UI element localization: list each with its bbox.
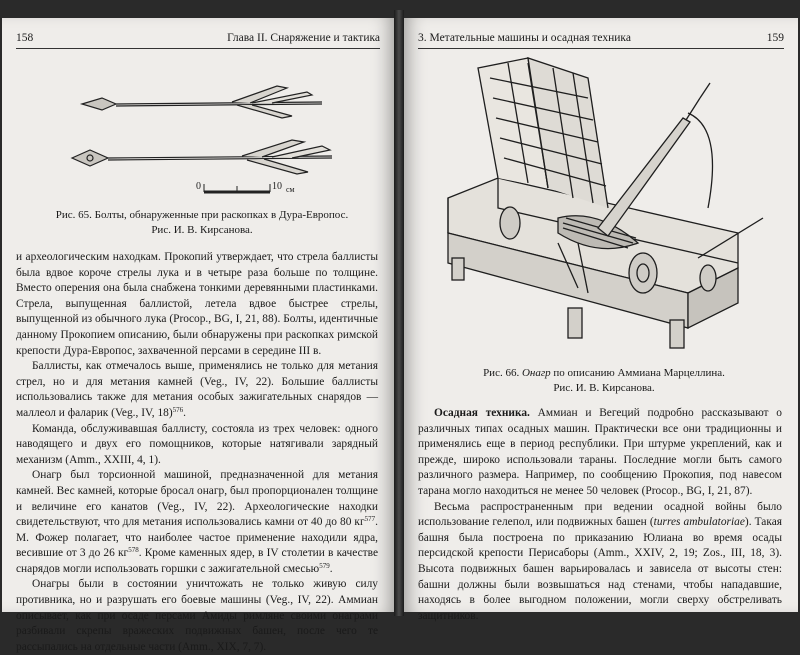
paragraph: Онагр был торсионной машиной, предназначенной для метания камней. Вес камней, которые бросал онагр, был пропорционален толщине и величине его канатов (Veg., IV, 22). Археологические находки свидетельствуют, что для метания использовались камни от 40 до 80 $кг^{577}$. М. Фожер полагает, что наиболее частое применение находили ядра, весившие от 3 до 26 $кг^{578}$. Кроме каменных ядер, в IV столетии в качестве снарядов могли использовать горшки с зажигательной смесью$^{579}$. xyxy=(16,469,378,575)
caption-line: Рис. И. В. Кирсанова. xyxy=(151,224,253,236)
left-page-header xyxy=(16,30,380,49)
scale-label-unit: см xyxy=(286,185,295,194)
running-title-right: 3. Метательные машины и осадная техника xyxy=(418,32,631,44)
right-page-header xyxy=(418,30,784,49)
left-body-text xyxy=(16,250,378,655)
caption-line: Рис. 66. Онагр по описанию Аммиана Марцеллина. xyxy=(483,367,725,379)
paragraph: Баллисты, как отмечалось выше, применялись не только для метания стрел, но и для метания камней (Veg., IV, 22). Большие баллисты использовались также для метания особых зажигательных снарядов — маллеол и фаларик (Veg., IV, 18)$^{576}$. xyxy=(16,360,378,419)
figure-66-caption xyxy=(444,366,764,396)
scale-label-zero: 0 xyxy=(196,181,201,192)
bolt-top xyxy=(82,86,322,118)
paragraph: Осадная техника. Аммиан и Вегеций подробно рассказывают о различных типах осадных машин. Практически все они традиционны и применялись еще в период республики. При штурме укреплений, как и прежде, широко использовали тараны. Последние могли быть самого различного размера. Например, по сообщению Прокопия, под навесом тарана могло находиться не менее 50 человек (Procop., BG, I, 21, 87). xyxy=(418,407,782,497)
onager-illustration xyxy=(438,58,768,363)
scale-bar xyxy=(204,184,270,192)
paragraph: Весьма распространенным при ведении осадной войны было использование гелепол, или подвижных башен (turres ambulatoriae). Такая башня была построена по приказанию Юлиана во время осады персидской крепости Перисаборы (Amm., XXIV, 2, 19; Zos., III, 18, 3). Высота подвижных башен варьировалась и зависела от высоты стен: башни должны были возвышаться над стенами, чтобы нападавшие, находясь в более выгодном положении, могли сверху обстреливать защитников. xyxy=(418,500,782,622)
figure-65-caption xyxy=(32,208,372,238)
page-number-left: 158 xyxy=(16,32,34,44)
caption-line: Рис. И. В. Кирсанова. xyxy=(553,382,655,394)
right-body-text xyxy=(418,406,782,624)
book-gutter xyxy=(394,10,404,616)
section-heading: Осадная техника. xyxy=(434,407,530,419)
page-number-right: 159 xyxy=(766,32,784,44)
left-page xyxy=(2,18,394,653)
paragraph: Команда, обслуживавшая баллисту, состояла из трех человек: одного наводящего и двух его помощников, которые натягивали зарядный механизм (Amm., XXIII, 4, 1). xyxy=(16,422,378,466)
caption-line: Рис. 65. Болты, обнаруженные при раскопках в Дура-Европос. xyxy=(55,209,349,221)
bolts-illustration xyxy=(72,66,352,206)
paragraph: и археологическим находкам. Прокопий утверждает, что стрела баллисты была вдвое короче стрелы лука и в четыре раза больше по толщине. Вместо оперения она была снабжена тонкими деревянными пластинками. Стрела, выпущенная баллистой, летела вдвое быстрее стрелы, выпущенной из обычного лука (Procop., BG, I, 21, 88). Болты, идентичные данному Прокопием описанию, были обнаружены при раскопках римской крепости Дура-Европос, захваченной персами в середине III в. xyxy=(16,251,378,357)
paragraph: Онагры были в состоянии уничтожать не только живую силу противника, но и разрушать его боевые машины (Veg., IV, 22). Аммиан описывает, как при осаде персами Амиды римляне своими онаграми разбивали скрепы вражеских подвижных башен, после чего те рассыпались на отдельные части (Amm., XIX, 7, 7). xyxy=(16,578,378,653)
running-title-left: Глава II. Снаряжение и тактика xyxy=(227,32,380,44)
right-page xyxy=(404,18,798,622)
bolt-bottom xyxy=(72,140,332,174)
scale-label-ten: 10 xyxy=(272,181,282,192)
